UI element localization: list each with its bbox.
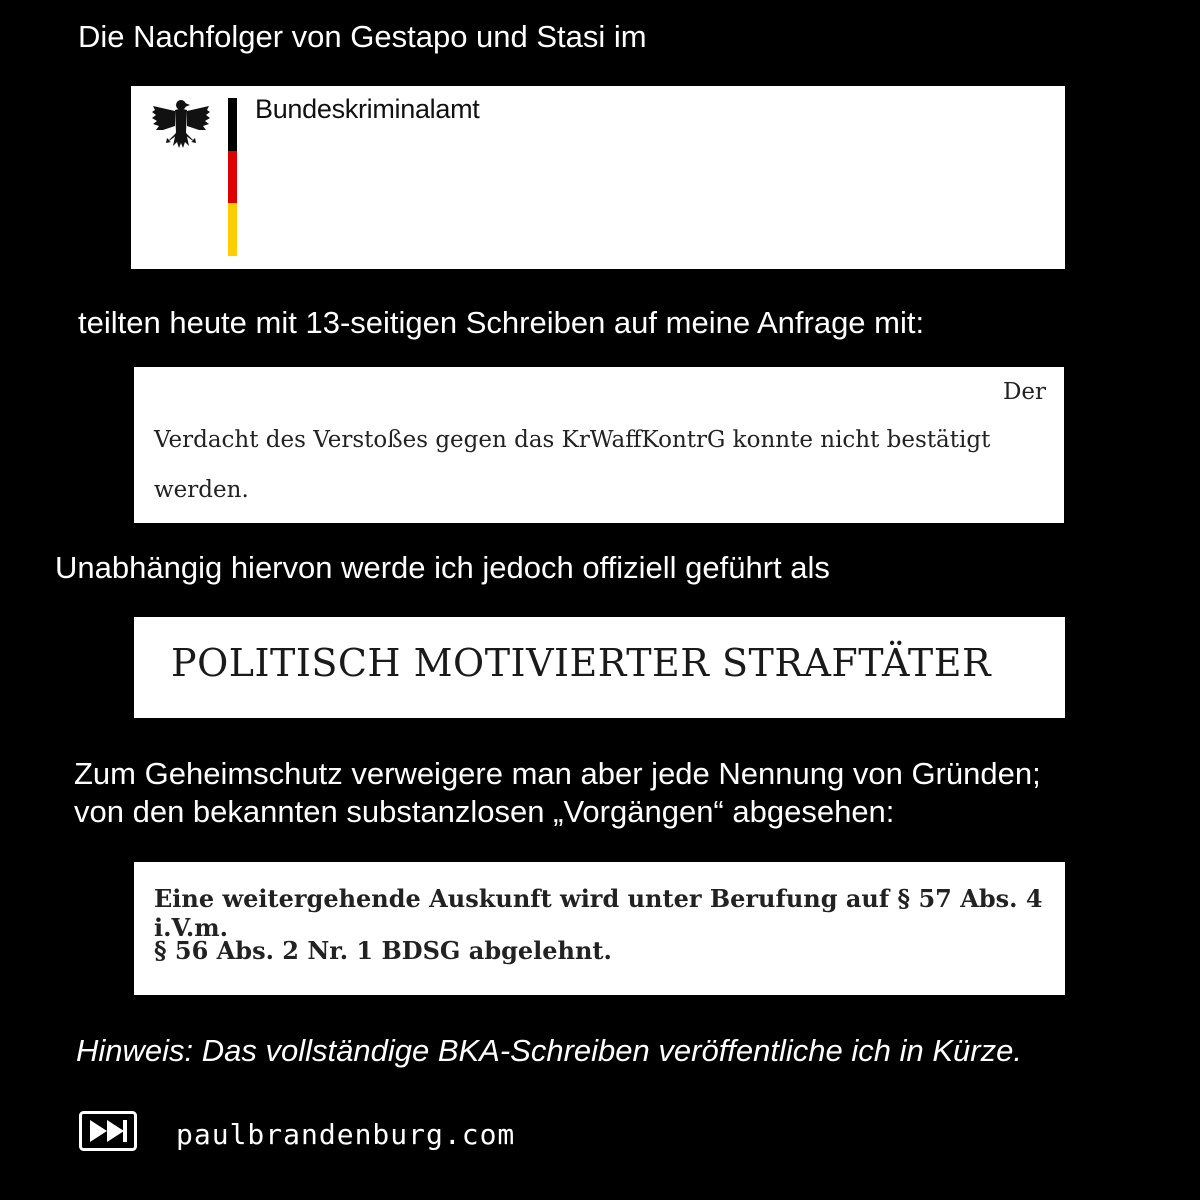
explanation-line-1: Zum Geheimschutz verweigere man aber jede Nennung von Gründen; bbox=[74, 756, 1041, 791]
federal-eagle-icon bbox=[149, 96, 213, 156]
explanation-line-2: von den bekannten substanzlosen „Vorgängen“ abgesehen: bbox=[74, 794, 895, 829]
quote-panel-refusal bbox=[134, 862, 1065, 995]
fast-forward-icon bbox=[79, 1111, 137, 1151]
flag-stripe-black bbox=[228, 98, 237, 151]
note-text: Hinweis: Das vollständige BKA-Schreiben veröffentliche ich in Kürze. bbox=[76, 1033, 1022, 1068]
header-text: Die Nachfolger von Gestapo und Stasi im bbox=[78, 19, 647, 54]
bka-logo-panel bbox=[131, 86, 1065, 269]
offender-label: POLITISCH MOTIVIERTER STRAFTÄTER bbox=[171, 641, 992, 685]
transition-text: Unabhängig hiervon werde ich jedoch offiziell geführt als bbox=[55, 550, 830, 585]
quote-line: werden. bbox=[154, 477, 249, 503]
website-url: paulbrandenburg.com bbox=[176, 1118, 516, 1151]
quote-panel-verdict bbox=[134, 367, 1064, 523]
flag-stripe-red bbox=[228, 151, 237, 204]
agency-name: Bundeskriminalamt bbox=[255, 94, 480, 124]
quote-line: § 56 Abs. 2 Nr. 1 BDSG abgelehnt. bbox=[154, 936, 612, 965]
label-panel bbox=[134, 617, 1065, 718]
flag-stripe bbox=[228, 98, 237, 256]
flag-stripe-gold bbox=[228, 203, 237, 256]
quote-line: Eine weitergehende Auskunft wird unter Berufung auf § 57 Abs. 4 i.V.m. bbox=[154, 884, 1043, 942]
intro-text: teilten heute mit 13-seitigen Schreiben auf meine Anfrage mit: bbox=[78, 305, 925, 340]
quote-line: Verdacht des Verstoßes gegen das KrWaffKontrG konnte nicht bestätigt bbox=[154, 427, 991, 453]
quote-word: Der bbox=[1002, 379, 1046, 405]
